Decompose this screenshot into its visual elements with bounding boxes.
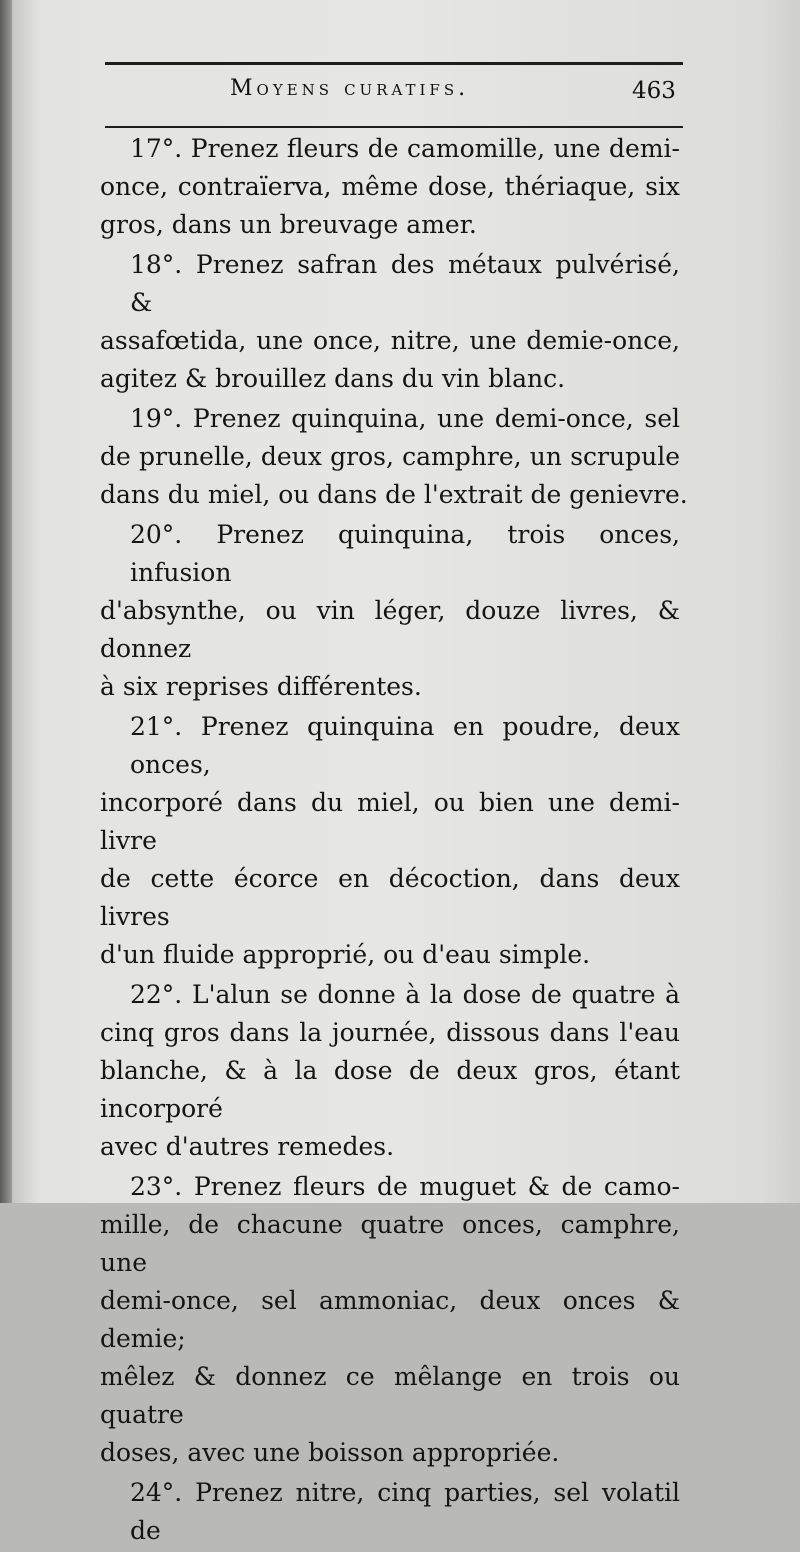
paragraph-23 <box>100 1168 680 1472</box>
paragraph-19 <box>100 400 688 514</box>
text-line: 18°. Prenez safran des métaux pulvérisé, & <box>130 250 680 317</box>
text-line: blanche, & à la dose de deux gros, étant incorporé <box>100 1056 680 1123</box>
header-rule-top <box>105 62 683 65</box>
text-line: 17°. Prenez fleurs de camomille, une demi- <box>130 134 680 163</box>
text-line: mêlez & donnez ce mêlange en trois ou quatre <box>100 1362 680 1429</box>
text-line: à six reprises différentes. <box>100 672 422 701</box>
text-line: cinq gros dans la journée, dissous dans l'eau <box>100 1018 680 1047</box>
paragraph-18 <box>100 246 680 398</box>
text-line: d'un fluide approprié, ou d'eau simple. <box>100 940 591 969</box>
text-line: avec d'autres remedes. <box>100 1132 395 1161</box>
paragraph-17 <box>100 130 680 244</box>
page-gutter-shadow <box>0 0 12 1203</box>
paragraph-21 <box>100 708 680 974</box>
text-line: assafœtida, une once, nitre, une demie-once, <box>100 326 680 355</box>
text-line: demi-once, sel ammoniac, deux onces & demie; <box>100 1286 680 1353</box>
text-line: doses, avec une boisson appropriée. <box>100 1438 560 1467</box>
text-line: 23°. Prenez fleurs de muguet & de camo- <box>130 1172 680 1201</box>
text-line: mille, de chacune quatre onces, camphre, une <box>100 1210 680 1277</box>
text-line: once, contraïerva, même dose, thériaque, six <box>100 172 680 201</box>
text-line: 21°. Prenez quinquina en poudre, deux onces, <box>130 712 680 779</box>
text-line: de cette écorce en décoction, dans deux livres <box>100 864 680 931</box>
text-line: agitez & brouillez dans du vin blanc. <box>100 364 566 393</box>
text-line: d'absynthe, ou vin léger, douze livres, & donnez <box>100 596 680 663</box>
text-line: incorporé dans du miel, ou bien une demi-livre <box>100 788 680 855</box>
text-line: 20°. Prenez quinquina, trois onces, infusion <box>130 520 680 587</box>
paragraph-22 <box>100 976 680 1166</box>
text-line: de prunelle, deux gros, camphre, un scrupule <box>100 442 680 471</box>
text-line: 22°. L'alun se donne à la dose de quatre à <box>130 980 680 1009</box>
body-text <box>100 130 688 1552</box>
text-line: gros, dans un breuvage amer. <box>100 210 477 239</box>
text-line: 24°. Prenez nitre, cinq parties, sel volatil de <box>130 1478 680 1545</box>
paragraph-24 <box>100 1474 680 1550</box>
running-head: Moyens curatifs. <box>230 76 470 101</box>
text-line: dans du miel, ou dans de l'extrait de genievre. <box>100 480 688 509</box>
text-line: 19°. Prenez quinquina, une demi-once, sel <box>130 404 680 433</box>
page-number: 463 <box>632 78 676 104</box>
paragraph-20 <box>100 516 680 706</box>
header-rule-bottom <box>105 126 683 128</box>
